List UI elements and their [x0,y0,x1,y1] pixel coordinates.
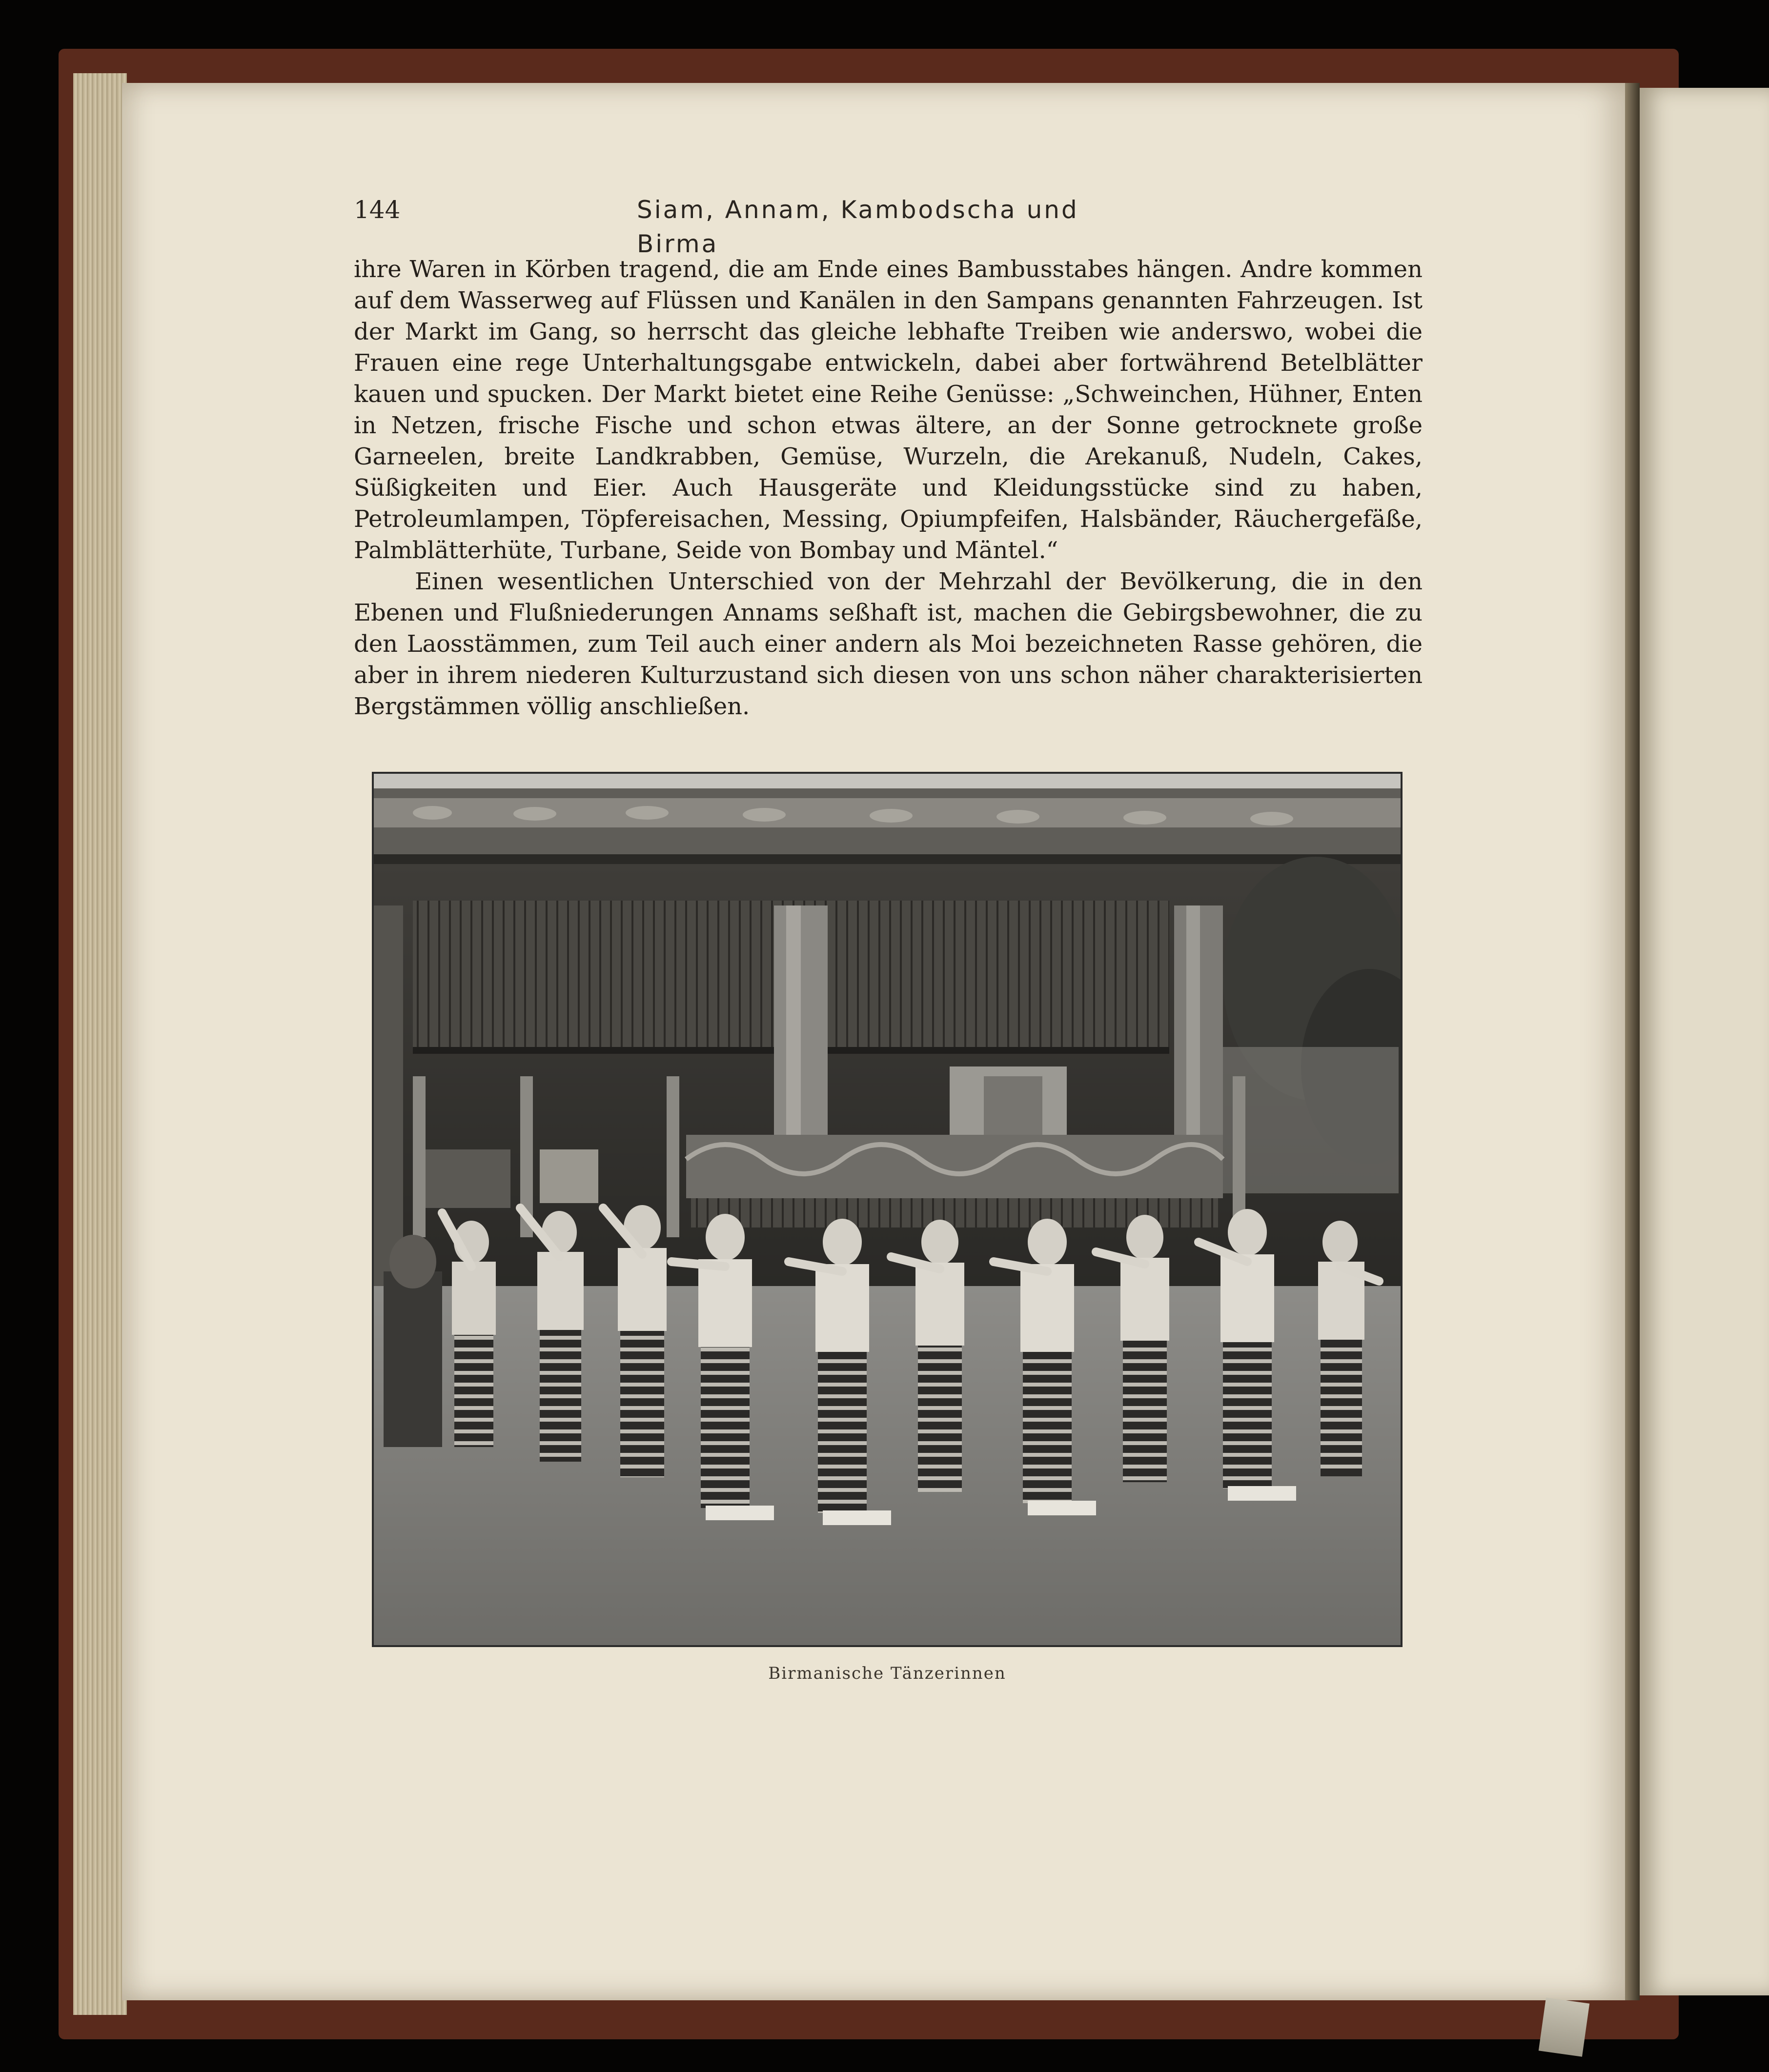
page-edges [73,73,127,2015]
body-text [354,254,1423,722]
figure-caption: Birmanische Tänzerinnen [768,1664,1006,1683]
page-number: 144 [354,196,401,224]
running-head [354,193,1144,258]
dancers-photograph [372,772,1403,1647]
dancers-photo-illustration [374,774,1401,1645]
bookmark-ribbon [1539,1997,1589,2056]
book-gutter [1625,83,1640,2000]
facing-page [1640,88,1769,1995]
running-head-title: Siam, Annam, Kambodscha und Birma [637,196,1079,258]
paragraph: Einen wesentlichen Unterschied von der Mehrzahl der Bevölkerung, die in den Ebenen und Flußniederungen Annams seßhaft ist, machen die Gebirgsbewohner, die zu den Laosstämmen, zum Teil auch einer andern als Moi bezeichneten Rasse gehören, die aber in ihrem niederen Kulturzustand sich diesen von uns schon näher charakterisierten Bergstämmen völlig anschließen. [354,568,1423,720]
paragraph: ihre Waren in Körben tragend, die am Ende eines Bambusstabes hängen. Andre kommen auf dem Wasserweg auf Flüssen und Kanälen in den Sampans genannten Fahrzeugen. Ist der Markt im Gang, so herrscht das gleiche lebhafte Treiben wie anderswo, wobei die Frauen eine rege Unterhaltungsgabe entwickeln, dabei aber fortwährend Betelblätter kauen und spucken. Der Markt bietet eine Reihe Genüsse: „Schweinchen, Hühner, Enten in Netzen, frische Fische und schon etwas ältere, an der Sonne getrocknete große Garneelen, breite Landkrabben, Gemüse, Wurzeln, die Arekanuß, Nudeln, Cakes, Süßigkeiten und Eier. Auch Hausgeräte und Kleidungsstücke sind zu haben, Petroleumlampen, Töpfereisachen, Messing, Opiumpfeifen, Halsbänder, Räuchergefäße, Palmblätterhüte, Turbane, Seide von Bombay und Mäntel.“ [354,256,1423,564]
